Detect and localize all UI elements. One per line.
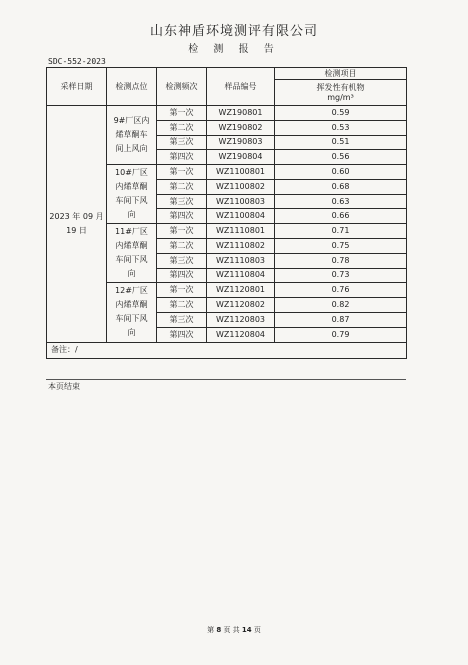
value-cell: 0.60 <box>275 165 407 180</box>
value-cell: 0.75 <box>275 239 407 254</box>
frequency-cell: 第三次 <box>157 253 207 268</box>
frequency-cell: 第二次 <box>157 120 207 135</box>
sample-number-cell: WZ1120801 <box>207 283 275 298</box>
page-suffix: 页 <box>253 626 261 634</box>
sampling-point: 12#厂区内烯草酮车间下风向 <box>107 283 157 342</box>
value-cell: 0.73 <box>275 268 407 283</box>
header-point: 检测点位 <box>107 68 157 106</box>
frequency-cell: 第二次 <box>157 179 207 194</box>
value-cell: 0.78 <box>275 253 407 268</box>
document-type: 检 测 报 告 <box>188 44 280 55</box>
sample-number-cell: WZ1100804 <box>207 209 275 224</box>
sample-number-cell: WZ1110802 <box>207 239 275 254</box>
remarks-row <box>47 342 407 359</box>
remarks: 备注：/ <box>47 342 407 359</box>
page-current: 8 <box>216 626 222 634</box>
header-date: 采样日期 <box>47 68 107 106</box>
sample-number-cell: WZ1120802 <box>207 298 275 313</box>
sample-number-cell: WZ1120803 <box>207 312 275 327</box>
header-sample-no: 样品编号 <box>207 68 275 106</box>
frequency-cell: 第二次 <box>157 239 207 254</box>
value-cell: 0.51 <box>275 135 407 150</box>
value-cell: 0.82 <box>275 298 407 313</box>
frequency-cell: 第一次 <box>157 283 207 298</box>
page-number <box>0 625 468 635</box>
sampling-point: 9#厂区内烯草酮车间上风向 <box>107 106 157 165</box>
frequency-cell: 第三次 <box>157 194 207 209</box>
sample-number-cell: WZ1110803 <box>207 253 275 268</box>
value-cell: 0.63 <box>275 194 407 209</box>
sample-number-cell: WZ1120804 <box>207 327 275 342</box>
frequency-cell: 第二次 <box>157 298 207 313</box>
value-cell: 0.79 <box>275 327 407 342</box>
table-row <box>47 106 407 121</box>
frequency-cell: 第一次 <box>157 165 207 180</box>
sample-number-cell: WZ1100803 <box>207 194 275 209</box>
frequency-cell: 第四次 <box>157 150 207 165</box>
parameter-name: 挥发性有机物 <box>316 82 365 92</box>
frequency-cell: 第三次 <box>157 312 207 327</box>
page-mid: 页 共 <box>223 626 240 634</box>
value-cell: 0.87 <box>275 312 407 327</box>
end-of-page-text: 本页结束 <box>48 382 80 391</box>
results-table <box>46 67 407 359</box>
value-cell: 0.59 <box>275 106 407 121</box>
sample-number-cell: WZ1100802 <box>207 179 275 194</box>
report-number: SDC-552-2023 <box>48 57 106 66</box>
value-cell: 0.71 <box>275 224 407 239</box>
sample-number-cell: WZ190802 <box>207 120 275 135</box>
end-divider <box>46 379 406 380</box>
value-cell: 0.68 <box>275 179 407 194</box>
sample-number-cell: WZ190803 <box>207 135 275 150</box>
value-cell: 0.66 <box>275 209 407 224</box>
parameter-unit: mg/m³ <box>327 92 354 102</box>
frequency-cell: 第四次 <box>157 327 207 342</box>
frequency-cell: 第三次 <box>157 135 207 150</box>
sample-number-cell: WZ1100801 <box>207 165 275 180</box>
frequency-cell: 第四次 <box>157 268 207 283</box>
sample-number-cell: WZ190801 <box>207 106 275 121</box>
sample-number-cell: WZ1110804 <box>207 268 275 283</box>
sample-number-cell: WZ1110801 <box>207 224 275 239</box>
frequency-cell: 第一次 <box>157 106 207 121</box>
frequency-cell: 第一次 <box>157 224 207 239</box>
frequency-cell: 第四次 <box>157 209 207 224</box>
company-title: 山东神盾环境测评有限公司 <box>149 24 318 39</box>
header-item: 检测项目 <box>275 68 407 80</box>
value-cell: 0.56 <box>275 150 407 165</box>
page-prefix: 第 <box>207 626 215 634</box>
sample-number-cell: WZ190804 <box>207 150 275 165</box>
sampling-point: 10#厂区内烯草酮车间下风向 <box>107 165 157 224</box>
page-total: 14 <box>241 626 252 634</box>
header-parameter <box>275 80 407 106</box>
value-cell: 0.53 <box>275 120 407 135</box>
sampling-date: 2023 年 09 月 19 日 <box>47 106 107 343</box>
header-frequency: 检测频次 <box>157 68 207 106</box>
value-cell: 0.76 <box>275 283 407 298</box>
sampling-point: 11#厂区内烯草酮车间下风向 <box>107 224 157 283</box>
